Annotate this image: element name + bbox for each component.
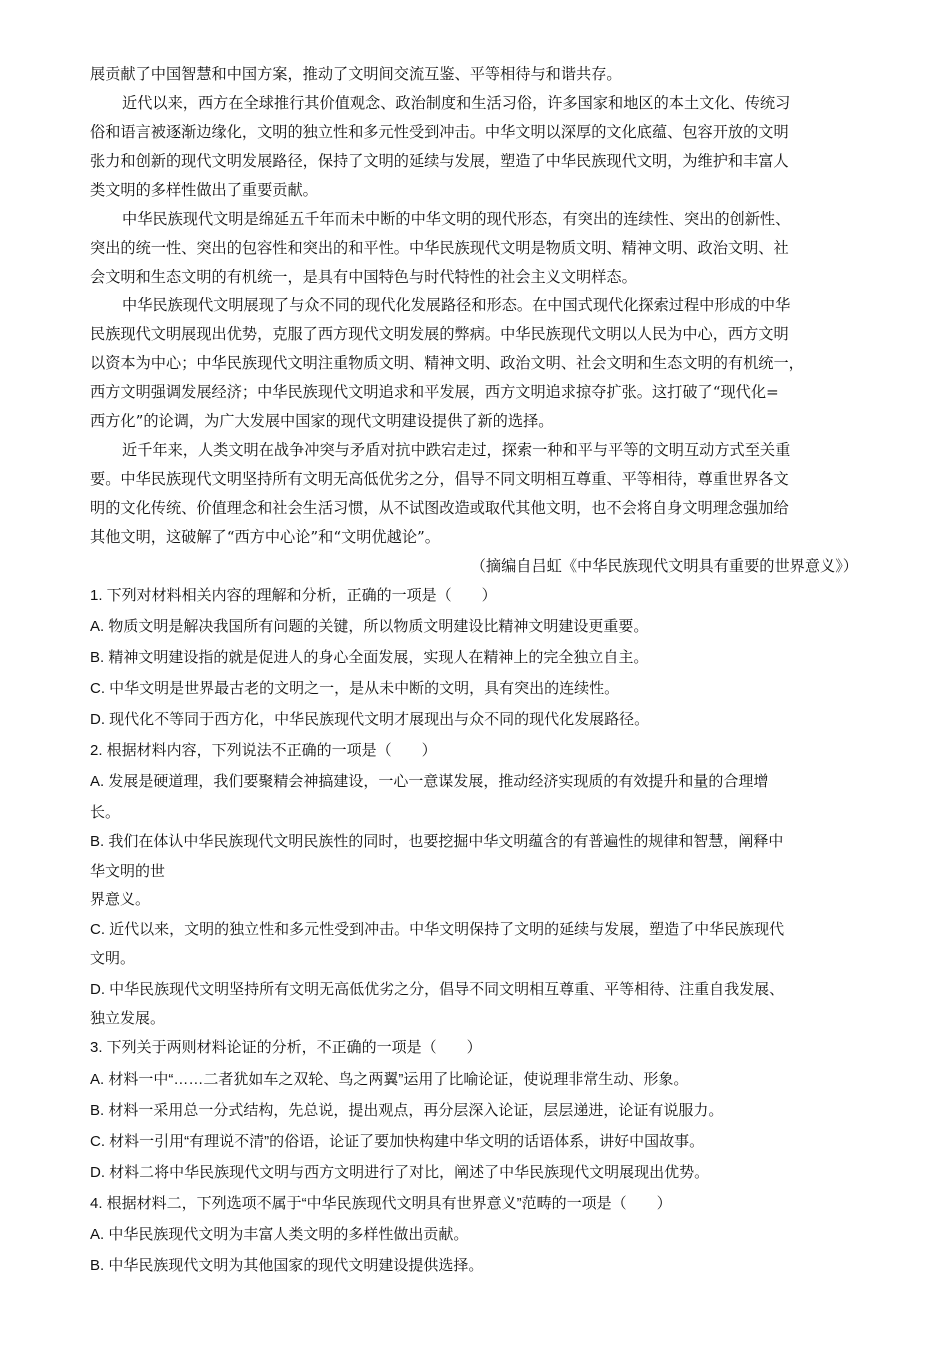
option-c: C. 近代以来，文明的独立性和多元性受到冲击。中华文明保持了文明的延续与发展，塑造了中华民族现代 <box>90 921 785 938</box>
paragraph-line: 中华民族现代文明展现了与众不同的现代化发展路径和形态。在中国式现代化探索过程中形成的中华 <box>122 296 791 314</box>
option-d: D. 现代化不等同于西方化，中华民族现代文明才展现出与众不同的现代化发展路径。 <box>90 711 650 728</box>
paragraph-line: 民族现代文明展现出优势，克服了西方现代文明发展的弊病。中华民族现代文明以人民为中心，西方文明 <box>90 325 789 343</box>
option-c: C. 中华文明是世界最古老的文明之一，是从未中断的文明，具有突出的连续性。 <box>90 680 620 697</box>
option-a-continuation: 长。 <box>90 804 121 821</box>
question-stem: 2. 根据材料内容，下列说法不正确的一项是（ ） <box>90 742 437 759</box>
option-a: A. 中华民族现代文明为丰富人类文明的多样性做出贡献。 <box>90 1226 469 1243</box>
option-b-continuation: 华文明的世 <box>90 863 166 880</box>
paragraph-line: 张力和创新的现代文明发展路径，保持了文明的延续与发展，塑造了中华民族现代文明，为维护和丰富人 <box>90 152 789 170</box>
option-a: A. 物质文明是解决我国所有问题的关键，所以物质文明建设比精神文明建设更重要。 <box>90 618 649 635</box>
option-d: D. 材料二将中华民族现代文明与西方文明进行了对比，阐述了中华民族现代文明展现出优势。 <box>90 1164 710 1181</box>
paragraph-line: 近代以来，西方在全球推行其价值观念、政治制度和生活习俗，许多国家和地区的本土文化、传统习 <box>122 94 791 112</box>
paragraph-line: 要。中华民族现代文明坚持所有文明无高低优劣之分，倡导不同文明相互尊重、平等相待，尊重世界各文 <box>90 470 789 488</box>
paragraph-line: 明的文化传统、价值理念和社会生活习惯，从不试图改造或取代其他文明，也不会将自身文明理念强加给 <box>90 499 789 517</box>
option-c-continuation: 文明。 <box>90 950 136 967</box>
question-stem: 1. 下列对材料相关内容的理解和分析，正确的一项是（ ） <box>90 587 497 604</box>
option-c: C. 材料一引用“有理说不清”的俗语，论证了要加快构建中华文明的话语体系，讲好中国故事。 <box>90 1133 705 1150</box>
paragraph-line: 其他文明，这破解了“西方中心论”和“文明优越论”。 <box>90 528 440 546</box>
paragraph-line: 西方文明强调发展经济；中华民族现代文明追求和平发展，西方文明追求掠夺扩张。这打破了“现代化= <box>90 383 779 401</box>
option-d-continuation: 独立发展。 <box>90 1010 166 1027</box>
paragraph-line: 近千年来，人类文明在战争冲突与矛盾对抗中跌宕走过，探索一种和平与平等的文明互动方式至关重 <box>122 441 791 459</box>
option-b: B. 中华民族现代文明为其他国家的现代文明建设提供选择。 <box>90 1257 484 1274</box>
question-stem: 3. 下列关于两则材料论证的分析，不正确的一项是（ ） <box>90 1039 482 1056</box>
option-b: B. 精神文明建设指的就是促进人的身心全面发展，实现人在精神上的完全独立自主。 <box>90 649 649 666</box>
option-b-continuation: 界意义。 <box>90 891 151 908</box>
option-b: B. 我们在体认中华民族现代文明民族性的同时，也要挖掘中华文明蕴含的有普遍性的规律和智慧，阐释中 <box>90 833 784 850</box>
option-d: D. 中华民族现代文明坚持所有文明无高低优劣之分，倡导不同文明相互尊重、平等相待、注重自我发展、 <box>90 981 785 998</box>
paragraph-line: 西方化”的论调，为广大发展中国家的现代文明建设提供了新的选择。 <box>90 412 554 430</box>
paragraph-line: 俗和语言被逐渐边缘化，文明的独立性和多元性受到冲击。中华文明以深厚的文化底蕴、包容开放的文明 <box>90 123 789 141</box>
paragraph-line: 类文明的多样性做出了重要贡献。 <box>90 181 318 199</box>
option-a: A. 发展是硬道理，我们要聚精会神搞建设，一心一意谋发展，推动经济实现质的有效提升和量的合理增 <box>90 773 769 790</box>
option-b: B. 材料一采用总一分式结构，先总说，提出观点，再分层深入论证，层层递进，论证有说服力。 <box>90 1102 724 1119</box>
paragraph-line: 突出的统一性、突出的包容性和突出的和平性。中华民族现代文明是物质文明、精神文明、政治文明、社 <box>90 239 789 257</box>
option-a: A. 材料一中“……二者犹如车之双轮、鸟之两翼”运用了比喻论证，使说理非常生动、形象。 <box>90 1071 689 1088</box>
paragraph-line: 中华民族现代文明是绵延五千年而未中断的中华文明的现代形态，有突出的连续性、突出的创新性、 <box>122 210 791 228</box>
paragraph-line: 展贡献了中国智慧和中国方案，推动了文明间交流互鉴、平等相待与和谐共存。 <box>90 65 622 83</box>
question-stem: 4. 根据材料二，下列选项不属于“中华民族现代文明具有世界意义”范畴的一项是（ ） <box>90 1195 672 1212</box>
source-citation: （摘编自吕虹《中华民族现代文明具有重要的世界意义》） <box>470 557 858 575</box>
paragraph-line: 以资本为中心；中华民族现代文明注重物质文明、精神文明、政治文明、社会文明和生态文明的有机统一， <box>90 354 804 372</box>
paragraph-line: 会文明和生态文明的有机统一，是具有中国特色与时代特性的社会主义文明样态。 <box>90 268 637 286</box>
